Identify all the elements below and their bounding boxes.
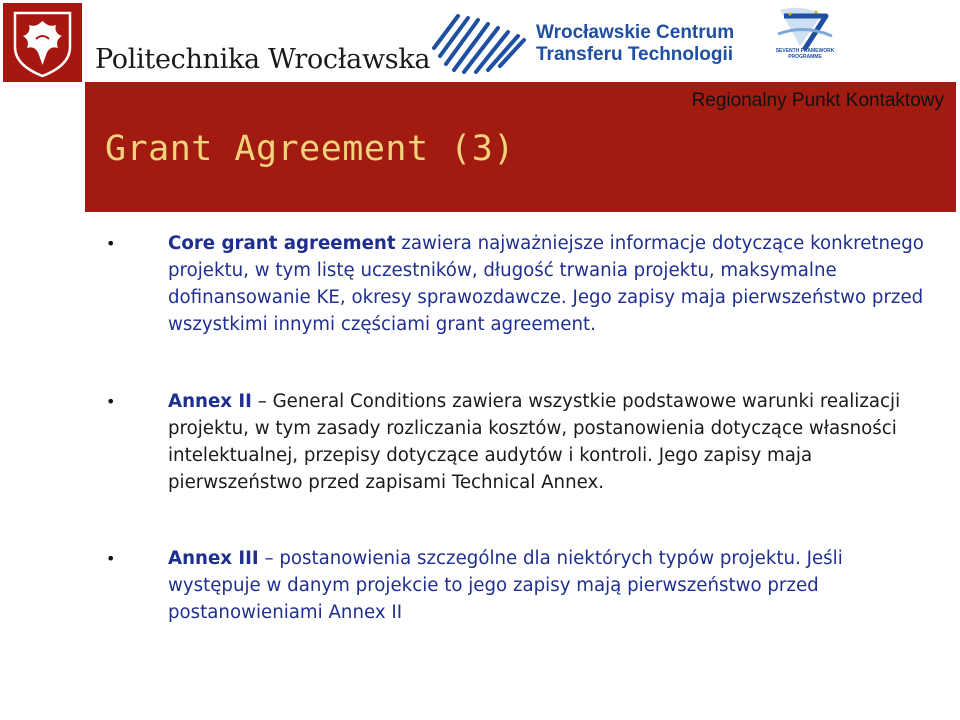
bullet-core-grant-agreement [106, 230, 928, 338]
bullet-text: – postanowienia szczególne dla niektórych typów projektu. Jeśli występuje w danym projekcie to jego zapisy mają pierwszeństwo przed postanowieniami Annex II [168, 548, 843, 623]
bullet-lead: Core grant agreement [168, 233, 396, 254]
bullet-text: zawiera najważniejsze informacje dotyczące konkretnego projektu, w tym listę uczestników, długość trwania projektu, maksymalne dofinansowanie KE, okresy sprawozdawcze. Jego zapisy maja pierwszeństwo przed wszystkimi innymi częściami grant agreement. [168, 233, 924, 335]
bullet-text: – General Conditions zawiera wszystkie podstawowe warunki realizacji projektu, w tym zasady rozliczania kosztów, postanowienia dotyczące własności intelektualnej, przepisy dotyczące audytów i kontroli. Jego zapisy maja pierwszeństwo przed zapisami Technical Annex. [168, 391, 901, 493]
wctt-line-2: Transferu Technologii [536, 44, 734, 65]
bullet-dot-icon: • [106, 234, 116, 253]
org-name: Regionalny Punkt Kontaktowy [691, 90, 944, 111]
university-name: Politechnika Wrocławska [95, 44, 431, 75]
slide-title: Grant Agreement (3) [105, 129, 515, 169]
bullet-annex-ii [106, 388, 928, 496]
bullet-dot-icon: • [106, 549, 116, 568]
bullet-dot-icon: • [106, 392, 116, 411]
bullet-annex-iii [106, 545, 928, 626]
wctt-line-1: Wrocławskie Centrum [536, 22, 735, 43]
fp7-caption-line-2: PROGRAMME [788, 54, 822, 60]
bullet-lead: Annex III [168, 548, 259, 569]
fp7-caption-line-1: SEVENTH FRAMEWORK [775, 48, 835, 54]
bullet-lead: Annex II [168, 391, 252, 412]
